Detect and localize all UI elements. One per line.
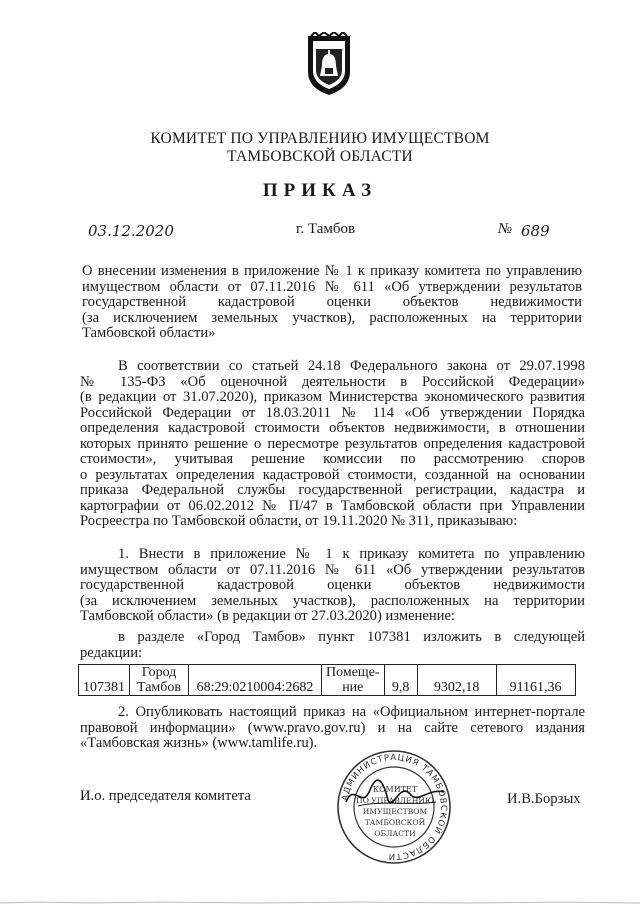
signatory-role: И.о. председателя комитета (80, 788, 251, 804)
document-number-label: № (498, 221, 513, 237)
text-line: государственной кадастровой оценки объектов недвижимости (82, 294, 582, 310)
signatory-name: И.В.Борзых (507, 791, 581, 807)
text-line: правовой информации» (www.pravo.gov.ru) и на сайте сетевого издания (80, 719, 585, 736)
document-number: 689 (521, 222, 550, 240)
text-line: О внесении изменения в приложение № 1 к приказу комитета по управлению (82, 263, 582, 279)
table-cell-object-type (322, 665, 385, 696)
table-cell-city (130, 665, 189, 696)
document-type-title: ПРИКАЗ (262, 180, 378, 201)
text-line: (за исключением земельных участков), расположенных на территории (80, 592, 585, 609)
item-1-subclause (80, 630, 585, 661)
text-line: «Тамбовская жизнь» (www.tamlife.ru). (80, 735, 318, 751)
subject-paragraph (82, 264, 582, 342)
text-line: картографии от 06.02.2012 № П/47 в Тамбовской области при Управлении (80, 497, 585, 514)
item-2-paragraph (80, 705, 585, 752)
item-1-paragraph (80, 547, 585, 625)
table-cell-area: 9,8 (384, 665, 417, 696)
table-cell-id: 107381 (79, 665, 130, 696)
table-cell-total-value: 91161,36 (496, 665, 575, 696)
table-cell-type-line2: ние (342, 680, 364, 695)
table-row (79, 665, 576, 696)
text-line: Российской Федерации от 18.03.2011 № 114 «Об утверждении Порядка (80, 404, 585, 421)
scan-edge-noise (0, 895, 640, 905)
table-cell-type-line1: Помеще- (326, 665, 380, 680)
table-cell-city-line2: Тамбов (136, 680, 181, 695)
seal-text-line: КОМИТЕТ (372, 785, 418, 794)
seal-ring-text: АДМИНИСТРАЦИЯ ТАМБОВСКОЙ ОБЛАСТИ (340, 752, 449, 862)
text-line: о результатах определения кадастровой стоимости, созданной на основании (80, 466, 585, 483)
text-line: Тамбовской области» (в редакции от 27.03.2020) изменение: (80, 608, 455, 624)
table-cell-cadastral-number: 68:29:0210004:2682 (189, 665, 322, 696)
text-line: (за исключением земельных участков), расположенных на территории (82, 309, 582, 326)
text-line: стоимости», учитывая решение комиссии по рассмотрению споров (80, 451, 585, 467)
document-date: 03.12.2020 (88, 222, 174, 240)
text-line: имуществом области от 07.11.2016 № 611 «Об утверждении результатов (82, 278, 582, 295)
table-cell-unit-value: 9302,18 (417, 665, 496, 696)
seal-text-line: ОБЛАСТИ (374, 829, 416, 838)
organization-name-line-1: КОМИТЕТ ПО УПРАВЛЕНИЮ ИМУЩЕСТВОМ (150, 130, 490, 147)
coat-of-arms-icon (303, 32, 355, 98)
seal-text-line: ТАМБОВСКОЙ (364, 818, 426, 827)
text-line: Росреестра по Тамбовской области, от 19.11.2020 № 311, приказываю: (80, 513, 518, 529)
text-line: имуществом области от 07.11.2016 № 611 «Об утверждении результатов (80, 561, 585, 578)
preamble-paragraph (80, 359, 585, 530)
seal-text-line: ПО УПРАВЛЕНИЮ (356, 796, 434, 805)
document-city: г. Тамбов (296, 221, 356, 237)
text-line: государственной кадастровой оценки объектов недвижимости (80, 577, 585, 593)
text-line: 1. Внести в приложение № 1 к приказу комитета по управлению (118, 546, 585, 562)
text-line: редакции: (80, 644, 143, 661)
text-line: определения кадастровой стоимости объектов недвижимости, в отношении (80, 420, 585, 436)
text-line: 2. Опубликовать настоящий приказ на «Официальном интернет-портале (118, 704, 585, 720)
text-line: (в редакции от 31.07.2020), приказом Министерства экономического развития (80, 389, 585, 405)
amendment-table (78, 664, 576, 696)
text-line: которых принято решение о пересмотре результатов определения кадастровой (80, 435, 585, 452)
table-cell-city-line1: Город (141, 665, 177, 680)
text-line: № 135-ФЗ «Об оценочной деятельности в Российской Федерации» (80, 373, 585, 390)
organization-name-line-2: ТАМБОВСКОЙ ОБЛАСТИ (227, 148, 413, 165)
text-line: Тамбовской области» (82, 325, 216, 341)
text-line: приказа Федеральной службы государственной регистрации, кадастра и (80, 482, 585, 498)
text-line: В соответствии со статьей 24.18 Федерального закона от 29.07.1998 (118, 358, 585, 374)
text-line: в разделе «Город Тамбов» пункт 107381 изложить в следующей (118, 629, 585, 645)
seal-text-line: ИМУЩЕСТВОМ (362, 807, 428, 816)
handwritten-signature (340, 776, 450, 816)
